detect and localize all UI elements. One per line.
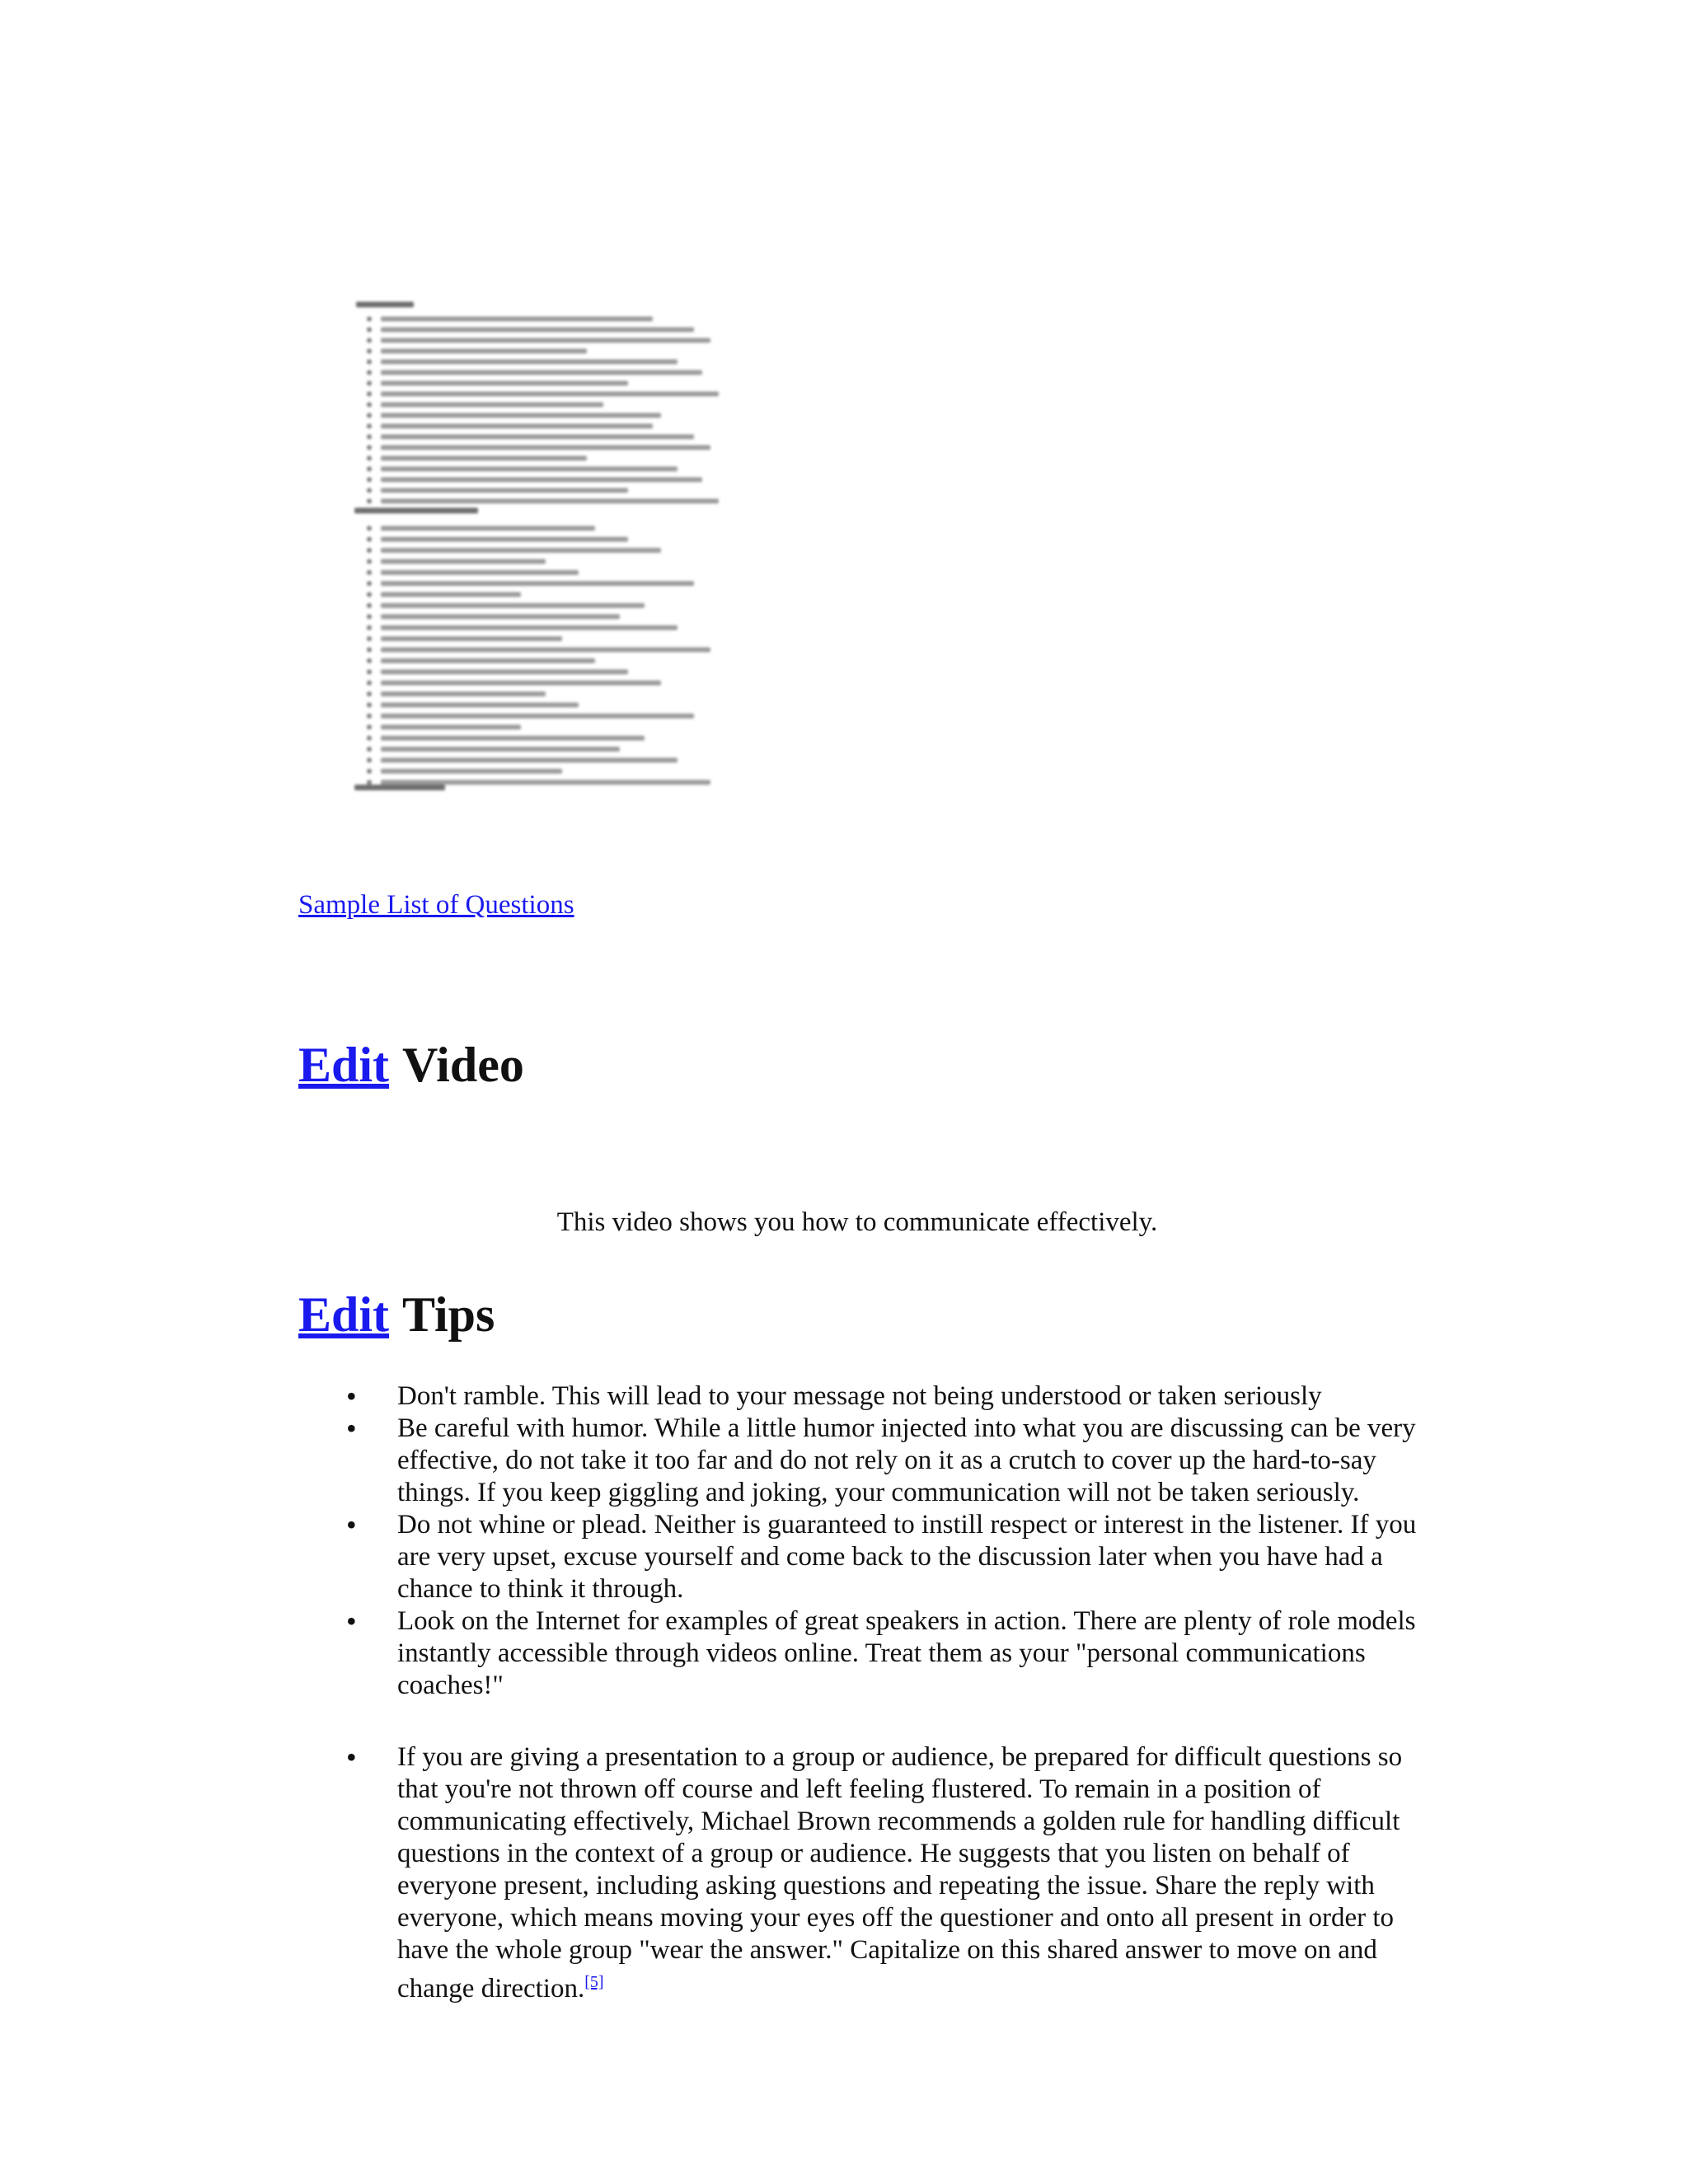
thumbnail-line <box>381 359 678 364</box>
thumbnail-bullet <box>367 434 372 439</box>
edit-tips-link[interactable]: Edit <box>298 1287 390 1342</box>
thumbnail-line <box>381 391 719 396</box>
thumbnail-bullet <box>367 537 372 541</box>
thumbnail-bullet <box>367 647 372 652</box>
thumbnail-bullet <box>367 413 372 418</box>
thumbnail-line <box>381 626 678 630</box>
thumbnail-line <box>381 757 678 762</box>
thumbnail-bullet <box>367 714 372 719</box>
reference-link[interactable]: [5] <box>584 1973 604 1991</box>
thumbnail-bullet <box>367 391 372 396</box>
tip-item: • Look on the Internet for examples of great speakers in action. There are plenty of role models instantly accessible through videos online. Treat them as your "personal communications coaches!" <box>346 1605 1418 1702</box>
thumbnail-bullet <box>367 592 372 597</box>
thumbnail-bullet <box>367 570 372 575</box>
tip-item: • Don't ramble. This will lead to your message not being understood or taken seriously <box>346 1380 1418 1413</box>
thumbnail-bullet <box>367 316 372 321</box>
thumbnail-line <box>381 466 678 471</box>
thumbnail-bullet <box>367 477 372 482</box>
thumbnail-bullet <box>367 338 372 343</box>
thumbnail-line <box>381 370 702 375</box>
video-section-title: Video <box>402 1038 524 1092</box>
thumbnail-line <box>381 413 661 418</box>
thumbnail-line <box>381 747 620 752</box>
thumbnail-line <box>381 526 595 531</box>
thumbnail-bullet <box>367 526 372 531</box>
thumbnail-bullet <box>367 381 372 386</box>
thumbnail-line <box>381 647 710 652</box>
thumbnail-line <box>381 338 710 343</box>
thumbnail-bullet <box>367 445 372 450</box>
thumbnail-line <box>381 559 546 564</box>
thumbnail-bullet <box>367 747 372 752</box>
thumbnail-line <box>381 316 653 321</box>
thumbnail-line <box>381 681 661 686</box>
thumbnail-graphic <box>340 285 720 804</box>
thumbnail-bullet <box>367 636 372 641</box>
thumbnail-bullet <box>367 691 372 696</box>
thumbnail-line <box>381 592 521 597</box>
thumbnail-line <box>381 603 645 608</box>
thumbnail-line <box>381 548 661 553</box>
thumbnail-bullet <box>367 488 372 493</box>
edit-video-link[interactable]: Edit <box>298 1038 390 1092</box>
thumbnail-bullet <box>367 614 372 619</box>
thumbnail-line <box>381 769 562 774</box>
tips-list <box>346 1380 1418 2005</box>
tips-section-heading <box>298 1287 495 1342</box>
thumbnail-bullet <box>367 499 372 504</box>
tip-item: • Be careful with humor. While a little humor injected into what you are discussing can be very effective, do not take it too far and do not rely on it as a crutch to cover up the hard-to-say things. If you keep giggling and joking, your communication will not be taken seriously. <box>346 1413 1418 1509</box>
thumbnail-bullet <box>367 757 372 762</box>
thumbnail-bullet <box>367 456 372 461</box>
thumbnail-bullet <box>367 581 372 586</box>
thumbnail-bullet <box>367 424 372 429</box>
thumbnail-bullet <box>367 736 372 741</box>
thumbnail-line <box>381 780 710 785</box>
thumbnail-bullet <box>367 559 372 564</box>
thumbnail-line <box>381 402 603 407</box>
video-caption: This video shows you how to communicate effectively. <box>556 1207 1158 1237</box>
thumbnail-line <box>381 488 628 493</box>
thumbnail-line <box>381 736 645 741</box>
tip-item: • Do not whine or plead. Neither is guaranteed to instill respect or interest in the listener. If you are very upset, excuse yourself and come back to the discussion later when you have had a chance to think it through. <box>346 1509 1418 1605</box>
thumbnail-bullet <box>367 359 372 364</box>
thumbnail-bullet <box>367 681 372 686</box>
thumbnail-line <box>381 456 587 461</box>
thumbnail-line <box>381 658 595 663</box>
thumbnail-bullet <box>367 702 372 707</box>
thumbnail-bullet <box>367 626 372 630</box>
thumbnail-bullet <box>367 327 372 332</box>
thumbnail-line <box>381 424 653 429</box>
thumbnail-bullet <box>367 724 372 729</box>
thumbnail-line <box>381 691 546 696</box>
thumbnail-line <box>381 702 579 707</box>
thumbnail-bullet <box>367 370 372 375</box>
thumbnail-line <box>381 636 562 641</box>
thumbnail-bullet <box>367 603 372 608</box>
thumbnail-bullet <box>367 658 372 663</box>
thumbnail-line <box>381 445 710 450</box>
thumbnail-line <box>381 714 694 719</box>
thumbnail-line <box>381 349 587 354</box>
thumbnail-bullet <box>367 769 372 774</box>
thumbnail-line <box>381 381 628 386</box>
thumbnail-line <box>381 327 694 332</box>
thumbnail-bullet <box>367 349 372 354</box>
thumbnail-bullet <box>367 669 372 674</box>
thumbnail-line <box>381 581 694 586</box>
tip-item: • If you are giving a presentation to a group or audience, be prepared for difficult questions so that you're not thrown off course and left feeling flustered. To remain in a position of communicating effectively, Michael Brown recommends a golden rule for handling difficult questions in the context of a group or audience. He suggests that you listen on behalf of everyone present, including asking questions and repeating the issue. Share the reply with everyone, which means moving your eyes off the questioner and onto all present in order to have the whole group "wear the answer." Capitalize on this shared answer to move on and change direction.[5] <box>346 1741 1418 2005</box>
thumbnail-bullet <box>367 780 372 785</box>
sample-list-of-questions-link[interactable]: Sample List of Questions <box>298 890 574 920</box>
video-section-heading <box>298 1040 524 1090</box>
thumbnail-line <box>381 499 719 504</box>
thumbnail-line <box>381 477 702 482</box>
thumbnail-line <box>381 434 694 439</box>
thumbnail-bullet <box>367 466 372 471</box>
sample-questions-thumbnail[interactable] <box>340 285 720 804</box>
tips-section-title: Tips <box>402 1287 495 1342</box>
thumbnail-line <box>381 724 521 729</box>
thumbnail-line <box>381 570 579 575</box>
thumbnail-bullet <box>367 548 372 553</box>
thumbnail-line <box>381 669 628 674</box>
thumbnail-line <box>381 614 620 619</box>
thumbnail-line <box>381 537 628 541</box>
thumbnail-bullet <box>367 402 372 407</box>
